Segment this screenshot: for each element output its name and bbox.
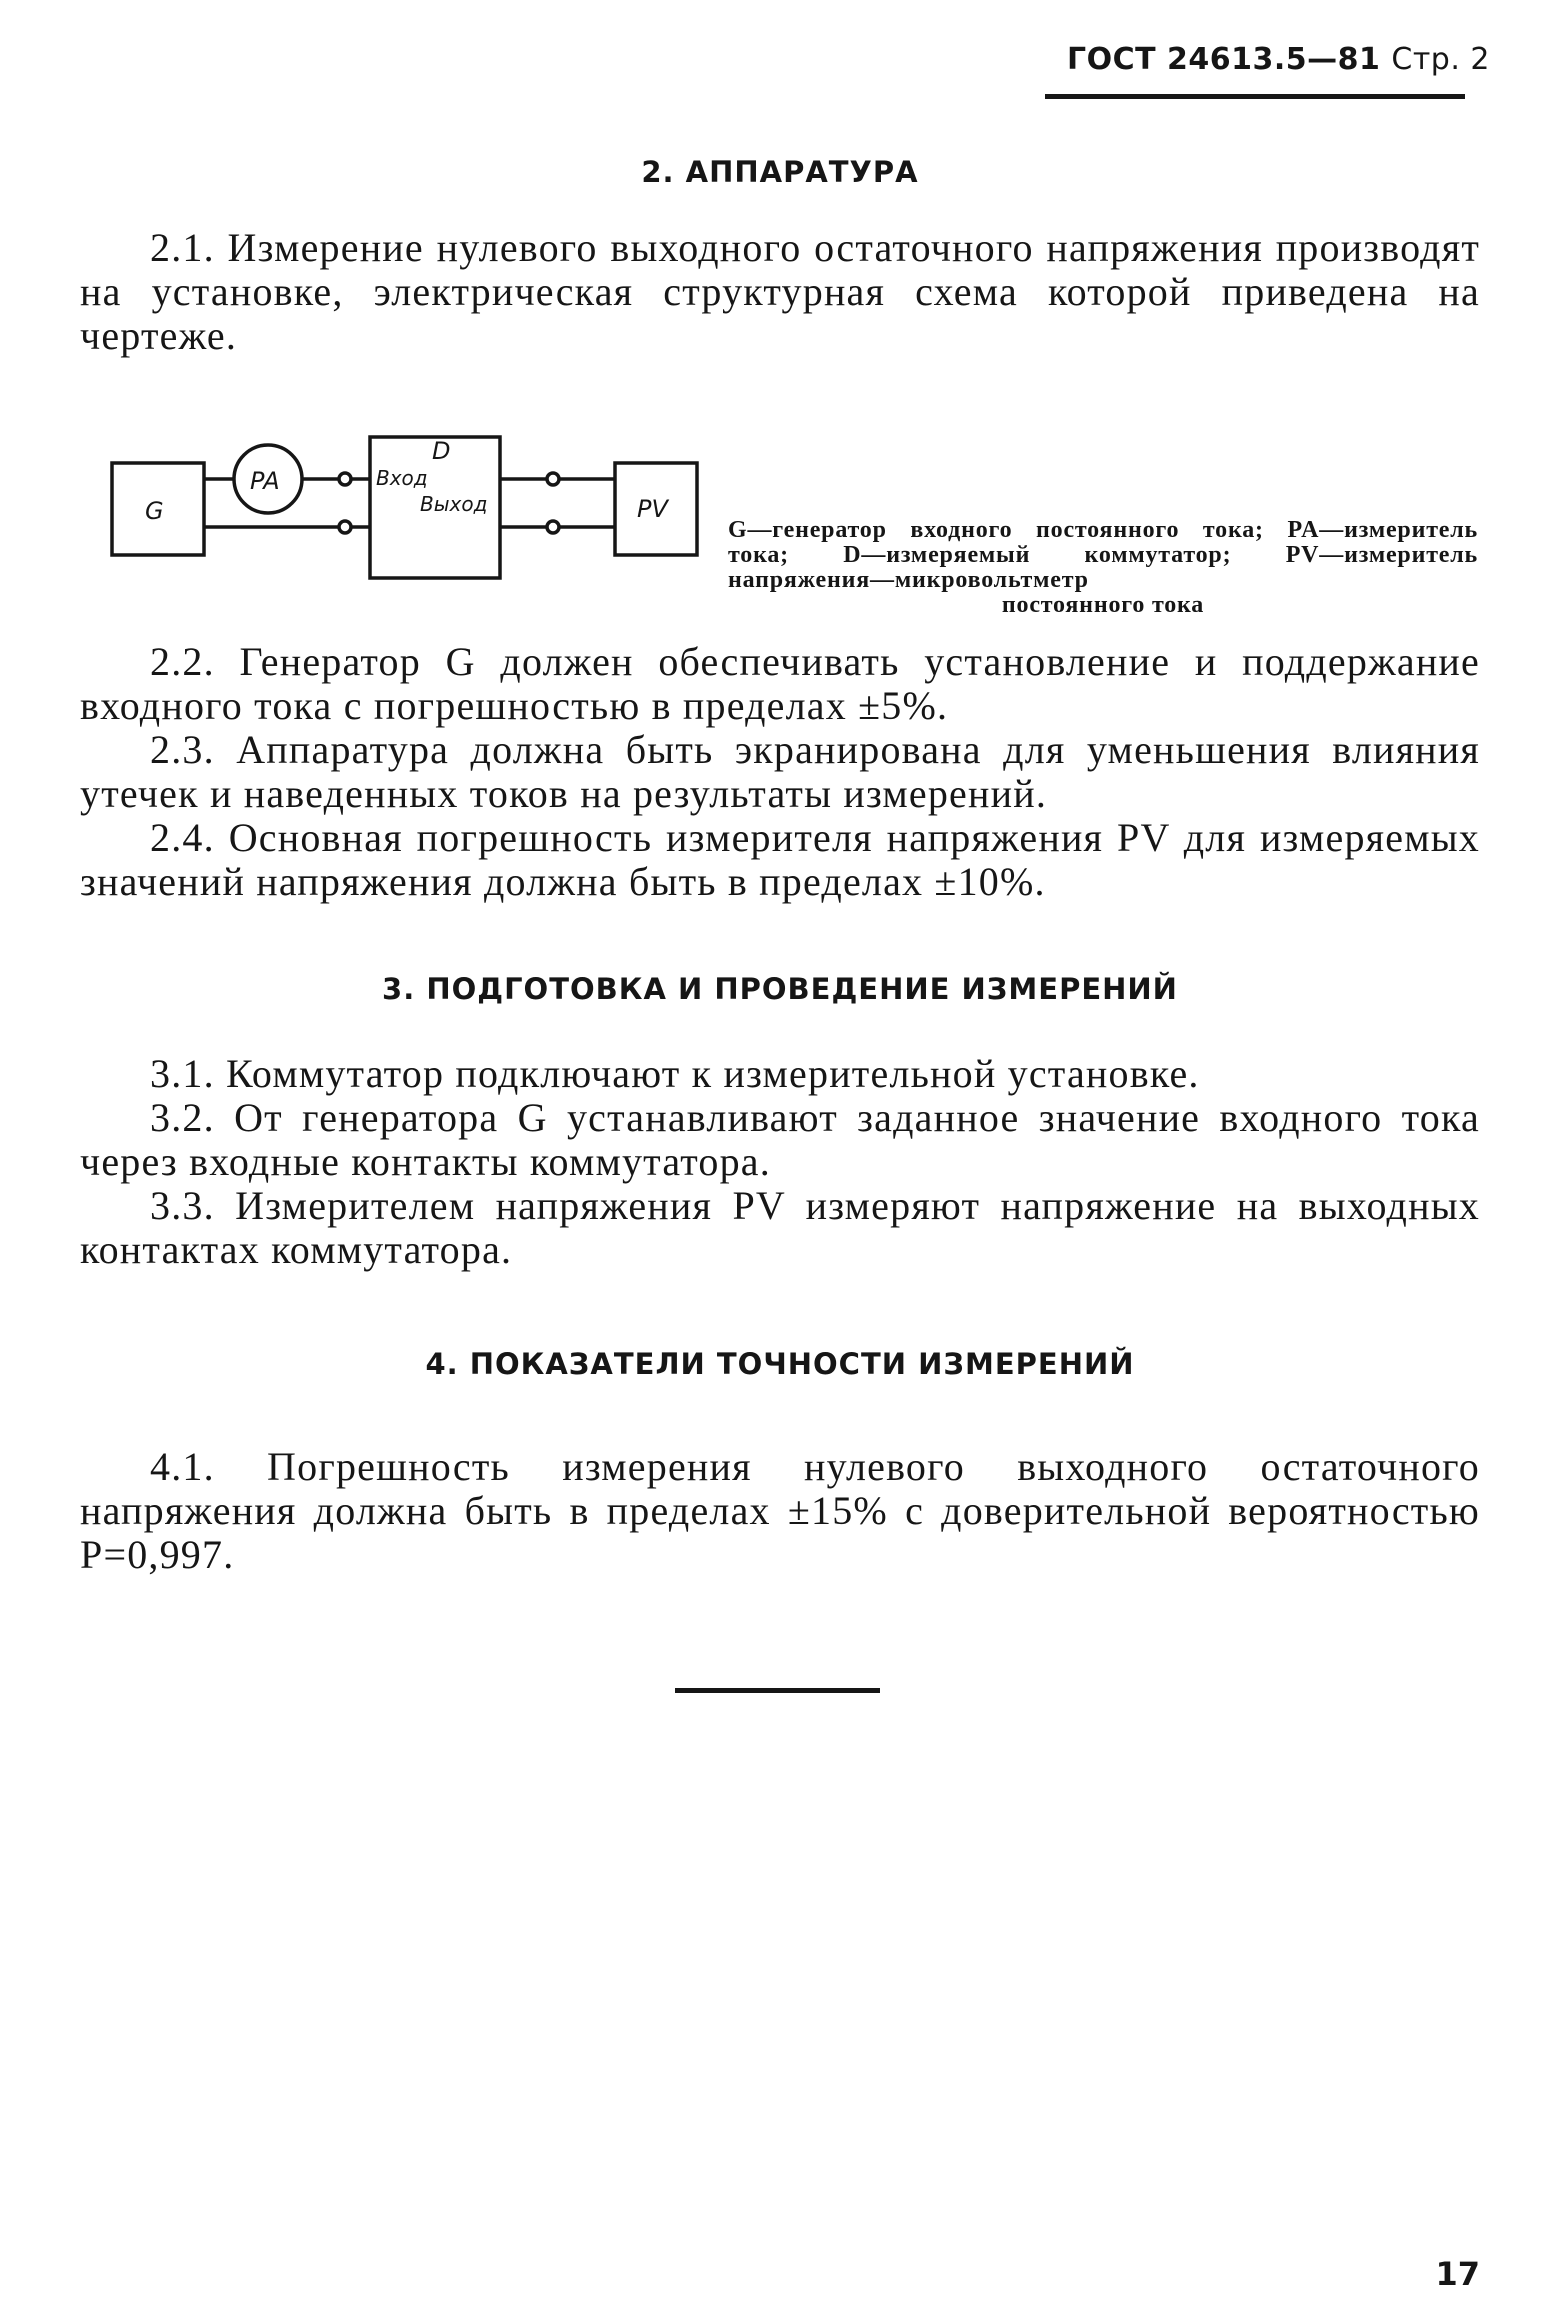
output-label: Выход	[420, 492, 488, 516]
section-3-title: 3. ПОДГОТОВКА И ПРОВЕДЕНИЕ ИЗМЕРЕНИЙ	[382, 972, 1178, 1006]
diagram-caption-main: G—генератор входного постоянного тока; PA—измеритель тока; D—измеряемый коммутатор; PV—измеритель напряжения—микровольтметр	[728, 517, 1478, 593]
paragraph-4-1: 4.1. Погрешность измерения нулевого выходного остаточного напряжения должна быть в пределах ±15% с доверительной вероятностью P=0,997.	[80, 1444, 1480, 1577]
section-2-text-b	[80, 640, 1480, 904]
input-terminal-top	[339, 473, 351, 485]
section-3-text	[80, 1052, 1480, 1272]
section-4-title: 4. ПОКАЗАТЕЛИ ТОЧНОСТИ ИЗМЕРЕНИЙ	[425, 1347, 1135, 1381]
section-2-text-a	[80, 226, 1480, 358]
page-number: 17	[1435, 2255, 1480, 2293]
diagram-caption-tail: постоянного тока	[1001, 592, 1205, 618]
section-4-text	[80, 1445, 1480, 1577]
paragraph-3-2: 3.2. От генератора G устанавливают заданное значение входного тока через входные контакты коммутатора.	[80, 1095, 1480, 1184]
circuit-diagram	[100, 415, 720, 585]
input-label: Вход	[376, 466, 428, 490]
ammeter-label: PA	[250, 467, 280, 495]
circuit-diagram-svg	[100, 415, 720, 585]
section-2-title: 2. АППАРАТУРА	[641, 155, 919, 189]
input-terminal-bottom	[339, 521, 351, 533]
generator-label: G	[145, 497, 164, 525]
paragraph-2-3: 2.3. Аппаратура должна быть экранирована для уменьшения влияния утечек и наведенных токов на результаты измерений.	[80, 727, 1480, 816]
end-rule	[675, 1688, 880, 1693]
paragraph-3-3: 3.3. Измерителем напряжения PV измеряют напряжение на выходных контактах коммутатора.	[80, 1183, 1480, 1272]
header-doc-number: ГОСТ 24613.5—81	[1066, 42, 1381, 77]
paragraph-3-1: 3.1. Коммутатор подключают к измерительной установке.	[150, 1051, 1200, 1096]
output-terminal-top	[547, 473, 559, 485]
paragraph-2-2: 2.2. Генератор G должен обеспечивать установление и поддержание входного тока с погрешностью в пределах ±5%.	[80, 639, 1480, 728]
paragraph-2-1: 2.1. Измерение нулевого выходного остаточного напряжения производят на установке, электрическая структурная схема которой приведена на чертеже.	[80, 225, 1480, 358]
voltmeter-label: PV	[637, 495, 668, 523]
paragraph-2-4: 2.4. Основная погрешность измерителя напряжения PV для измеряемых значений напряжения должна быть в пределах ±10%.	[80, 815, 1480, 904]
diagram-caption	[728, 518, 1478, 618]
header-rule	[1045, 94, 1465, 99]
header-page-label: Стр. 2	[1391, 42, 1490, 77]
commutator-label: D	[432, 437, 451, 465]
output-terminal-bottom	[547, 521, 559, 533]
page-header	[1030, 42, 1490, 77]
